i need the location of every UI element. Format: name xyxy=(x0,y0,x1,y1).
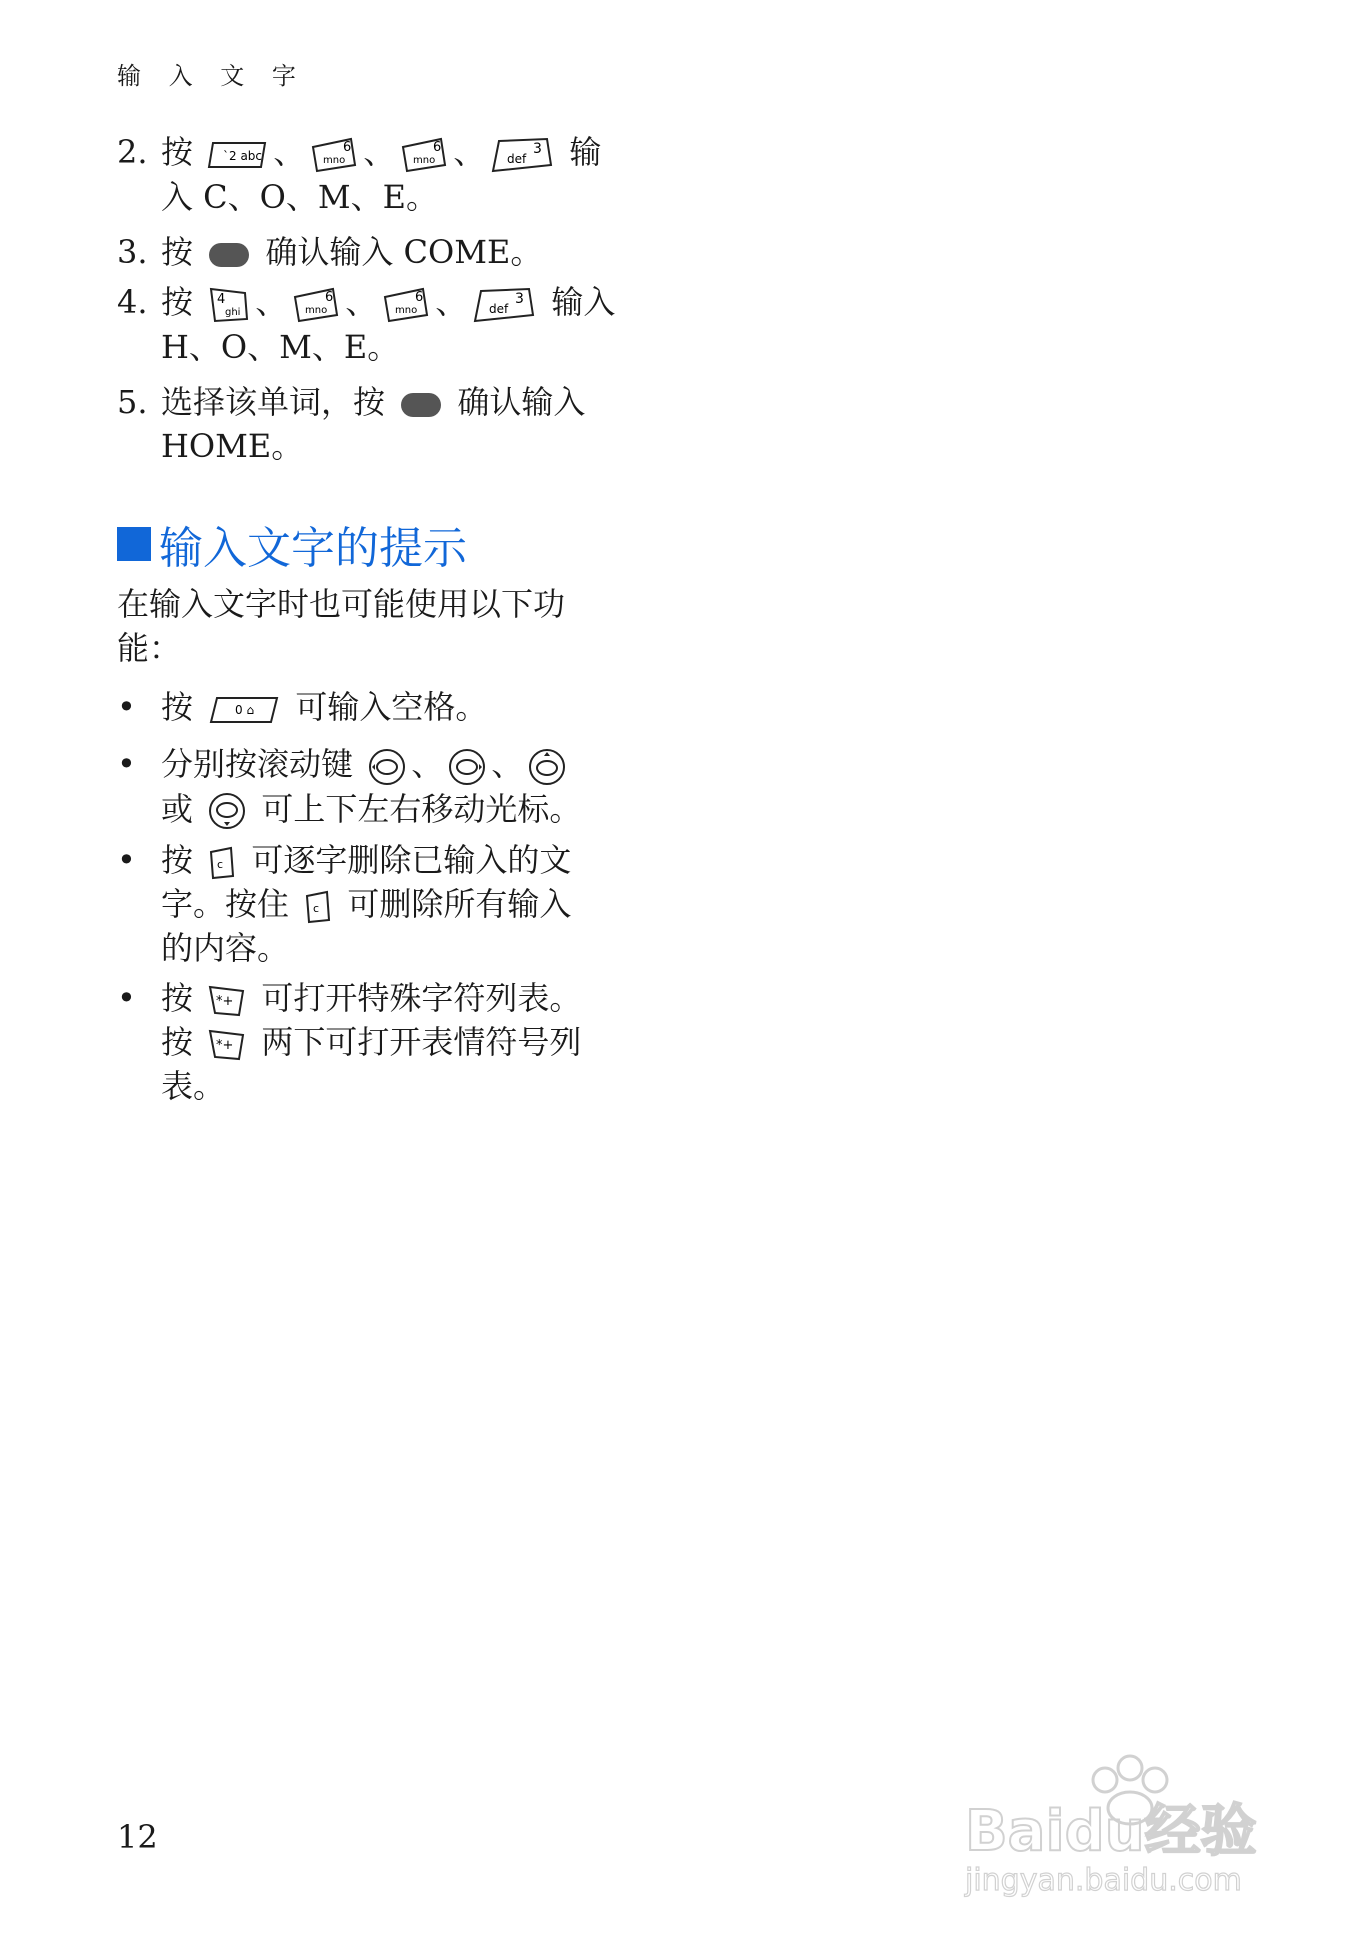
tip-bullet-2 xyxy=(117,742,677,831)
select-key-icon xyxy=(399,390,443,420)
mno6-key-icon xyxy=(381,285,431,325)
tip-text: 表。 xyxy=(161,1067,226,1105)
separator: 、 xyxy=(453,133,486,171)
step-text: HOME。 xyxy=(161,427,304,465)
tip-bullet-4 xyxy=(117,976,677,1108)
tip-text: 的内容。 xyxy=(161,929,290,967)
tip-text: 按 xyxy=(161,841,194,879)
scroll-up-icon xyxy=(527,747,567,787)
def3-key-icon xyxy=(489,135,555,175)
separator: 、 xyxy=(273,133,306,171)
step-number: 5. xyxy=(117,383,148,421)
page-number: 12 xyxy=(117,1818,158,1856)
step-text: 输入 xyxy=(551,283,616,321)
tip-text: 可删除所有输入 xyxy=(347,885,572,923)
separator: 、 xyxy=(255,283,288,321)
svg-text:6: 6 xyxy=(343,139,352,155)
tip-text: 或 xyxy=(161,789,194,828)
select-key-icon xyxy=(207,240,251,270)
step-text: 按 xyxy=(161,283,194,321)
section-title: 输入文字的提示 xyxy=(159,523,467,574)
svg-text:3: 3 xyxy=(515,290,525,307)
scroll-down-icon xyxy=(207,791,247,831)
heading-square-icon xyxy=(117,527,151,561)
2abc-key-icon xyxy=(207,139,269,171)
bullet-dot: • xyxy=(117,688,136,726)
mno6-key-icon xyxy=(309,135,359,175)
step-text: 入 C、O、M、E。 xyxy=(161,177,439,216)
section-intro xyxy=(117,582,637,670)
svg-text:6: 6 xyxy=(325,289,334,305)
separator: 、 xyxy=(435,283,468,321)
step-5 xyxy=(117,380,677,468)
step-text: 按 xyxy=(161,133,194,171)
bullet-dot: • xyxy=(117,841,136,879)
step-text: 确认输入 xyxy=(457,383,586,421)
tip-text: 按 xyxy=(161,979,194,1017)
svg-text:6: 6 xyxy=(433,139,442,155)
intro-line: 在输入文字时也可能使用以下功 xyxy=(117,585,566,623)
svg-text:*+: *+ xyxy=(216,993,234,1009)
svg-text:def: def xyxy=(507,151,527,166)
section-heading xyxy=(117,512,467,576)
separator: 、 xyxy=(345,283,378,321)
step-text: H、O、M、E。 xyxy=(161,327,400,366)
separator: 、 xyxy=(491,745,524,783)
def3-key-icon xyxy=(471,285,537,325)
step-4 xyxy=(117,280,677,369)
step-2 xyxy=(117,130,677,219)
svg-text:`2 abc: `2 abc xyxy=(223,148,263,163)
svg-text:def: def xyxy=(489,301,509,316)
step-text: 确认输入 COME。 xyxy=(265,233,543,271)
tip-text: 分别按滚动键 xyxy=(161,745,354,783)
bullet-dot: • xyxy=(117,745,136,783)
intro-line: 能： xyxy=(117,629,182,667)
svg-text:c: c xyxy=(313,901,320,915)
mno6-key-icon xyxy=(399,135,449,175)
svg-text:6: 6 xyxy=(415,289,424,305)
step-text: 输 xyxy=(569,133,602,171)
separator: 、 xyxy=(411,745,444,783)
scroll-right-icon xyxy=(447,747,487,787)
svg-text:4: 4 xyxy=(217,291,226,307)
clear-key-icon xyxy=(207,846,237,880)
step-text: 选择该单词，按 xyxy=(161,383,386,421)
svg-text:ghi: ghi xyxy=(225,306,241,318)
watermark-brand: Baidu经验 xyxy=(965,1799,1257,1864)
clear-key-icon xyxy=(303,890,333,924)
tip-text: 可逐字删除已输入的文 xyxy=(251,841,572,879)
step-3 xyxy=(117,230,677,274)
bullet-dot: • xyxy=(117,979,136,1017)
svg-text:mno: mno xyxy=(395,304,418,316)
tip-text: 按 xyxy=(161,1023,194,1061)
step-number: 2. xyxy=(117,133,148,171)
svg-text:0 ⌂: 0 ⌂ xyxy=(235,702,255,717)
svg-text:c: c xyxy=(217,857,224,871)
tip-text: 可打开特殊字符列表。 xyxy=(261,979,582,1017)
step-text: 按 xyxy=(161,233,194,271)
svg-text:3: 3 xyxy=(533,140,543,157)
separator: 、 xyxy=(363,133,396,171)
baidu-watermark-logo xyxy=(955,1740,1285,1900)
page-header: 输 入 文 字 xyxy=(117,62,306,90)
star-key-icon xyxy=(207,1027,247,1063)
tip-text: 可上下左右移动光标。 xyxy=(261,789,582,828)
ghi4-key-icon xyxy=(207,285,251,325)
star-key-icon xyxy=(207,983,247,1019)
svg-text:*+: *+ xyxy=(216,1037,234,1053)
zero-space-key-icon xyxy=(207,694,281,726)
svg-text:mno: mno xyxy=(413,154,436,166)
step-number: 4. xyxy=(117,283,148,321)
tip-text: 两下可打开表情符号列 xyxy=(261,1023,582,1061)
svg-text:mno: mno xyxy=(323,154,346,166)
step-number: 3. xyxy=(117,233,148,271)
scroll-left-icon xyxy=(367,747,407,787)
mno6-key-icon xyxy=(291,285,341,325)
tip-bullet-3 xyxy=(117,838,677,970)
watermark-url: jingyan.baidu.com xyxy=(965,1863,1242,1898)
tip-text: 可输入空格。 xyxy=(295,688,488,726)
tip-bullet-1 xyxy=(117,685,677,729)
tip-text: 字。按住 xyxy=(161,885,290,923)
tip-text: 按 xyxy=(161,688,194,726)
svg-text:mno: mno xyxy=(305,304,328,316)
